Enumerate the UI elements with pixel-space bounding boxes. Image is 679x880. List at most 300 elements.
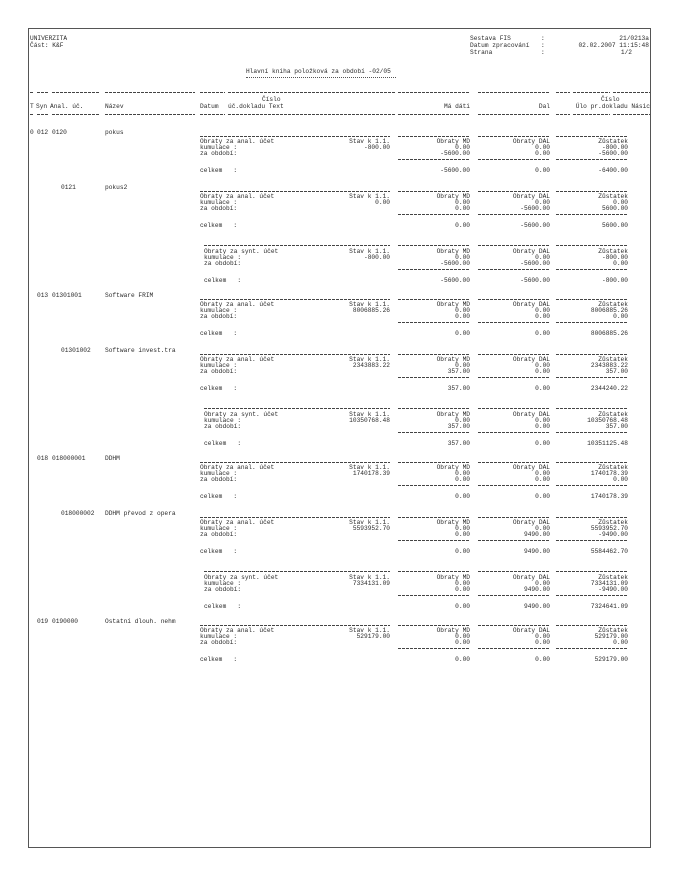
dashed-rule xyxy=(556,354,628,355)
debit-turnover-heading: Obraty MD xyxy=(436,248,470,255)
total-credit-value: 0.00 xyxy=(535,167,550,174)
total-balance-value: 10351125.48 xyxy=(587,440,628,447)
dashed-rule xyxy=(613,114,650,115)
column-type: T xyxy=(30,103,34,110)
period-label: za období: xyxy=(200,313,238,320)
dashed-rule xyxy=(556,595,628,596)
period-label: za období: xyxy=(204,423,242,430)
organization: UNIVERZITA xyxy=(30,35,68,42)
dashed-rule xyxy=(398,92,470,93)
account-name: DDHM xyxy=(105,455,120,462)
column-number-right: Číslo xyxy=(601,96,620,103)
total-debit-value: 0.00 xyxy=(455,330,470,337)
dashed-rule xyxy=(398,136,470,137)
column-document-text: úč.dokladu Text xyxy=(228,103,284,110)
turnover-label: Obraty za anal. účet xyxy=(200,519,275,526)
total-label: celkem : xyxy=(200,167,238,174)
column-number-left: Číslo xyxy=(262,96,281,103)
cumulative-opening-value: 7334131.09 xyxy=(352,580,390,587)
balance-heading: Zůstatek xyxy=(598,627,628,634)
synthetic-account: 018 xyxy=(37,455,49,462)
dashed-rule xyxy=(556,269,628,270)
dashed-rule xyxy=(200,625,390,626)
total-label: celkem : xyxy=(204,277,242,284)
cumulative-balance-value: -800.00 xyxy=(602,144,628,151)
period-balance-value: 0.00 xyxy=(613,476,628,483)
dashed-rule xyxy=(478,322,550,323)
period-label: za období: xyxy=(200,150,238,157)
dashed-rule xyxy=(478,485,550,486)
dashed-rule xyxy=(556,625,628,626)
dashed-rule xyxy=(478,595,550,596)
dashed-rule xyxy=(398,517,470,518)
opening-balance-heading: Stav k 1.1. xyxy=(349,574,390,581)
period-credit-value: 0.00 xyxy=(535,313,550,320)
cumulative-debit-value: 0.00 xyxy=(455,307,470,314)
period-label: za období: xyxy=(200,476,238,483)
debit-turnover-heading: Obraty MD xyxy=(436,411,470,418)
cumulative-opening-value: 0.00 xyxy=(375,199,390,206)
opening-balance-heading: Stav k 1.1. xyxy=(349,138,390,145)
credit-turnover-heading: Obraty DAL xyxy=(512,464,550,471)
balance-heading: Zůstatek xyxy=(598,248,628,255)
opening-balance-heading: Stav k 1.1. xyxy=(349,356,390,363)
dashed-rule xyxy=(200,299,390,300)
analytic-account: 0190000 xyxy=(52,618,78,625)
cumulative-balance-value: 529179.00 xyxy=(594,633,628,640)
dashed-rule xyxy=(478,159,550,160)
credit-turnover-heading: Obraty DAL xyxy=(512,301,550,308)
total-balance-value: 1740178.39 xyxy=(590,493,628,500)
cumulative-credit-value: 0.00 xyxy=(535,362,550,369)
turnover-label: Obraty za synt. účet xyxy=(204,574,279,581)
total-debit-value: 0.00 xyxy=(455,222,470,229)
dashed-rule xyxy=(398,485,470,486)
cumulative-opening-value: 529179.00 xyxy=(356,633,390,640)
balance-heading: Zůstatek xyxy=(598,193,628,200)
dashed-rule xyxy=(200,92,225,93)
period-balance-value: -5600.00 xyxy=(598,150,628,157)
turnover-label: Obraty za anal. účet xyxy=(200,138,275,145)
credit-turnover-heading: Obraty DAL xyxy=(512,627,550,634)
cumulative-label: kumulace : xyxy=(200,470,238,477)
period-label: za období: xyxy=(200,368,238,375)
cumulative-debit-value: 0.00 xyxy=(455,144,470,151)
total-debit-value: 357.00 xyxy=(447,385,470,392)
dashed-rule xyxy=(478,540,550,541)
total-credit-value: 0.00 xyxy=(535,385,550,392)
dashed-rule xyxy=(37,92,48,93)
period-debit-value: 0.00 xyxy=(455,313,470,320)
column-credit: Dal xyxy=(538,103,550,110)
total-debit-value: 0.00 xyxy=(455,603,470,610)
account-name: DDHM převod z opera xyxy=(105,510,176,517)
cumulative-label: kumulace : xyxy=(204,417,242,424)
dashed-rule xyxy=(200,114,225,115)
dashed-rule xyxy=(105,92,195,93)
cumulative-balance-value: 5593952.70 xyxy=(590,525,628,532)
cumulative-balance-value: 10350768.48 xyxy=(587,417,628,424)
report-value: 21/0213a xyxy=(619,35,649,42)
credit-turnover-heading: Obraty DAL xyxy=(512,193,550,200)
dashed-rule xyxy=(398,408,470,409)
dashed-rule xyxy=(228,114,395,115)
dashed-rule xyxy=(200,191,390,192)
analytic-account: 0120 xyxy=(52,129,67,136)
period-debit-value: 357.00 xyxy=(447,368,470,375)
total-balance-value: 5584462.70 xyxy=(590,548,628,555)
dashed-rule xyxy=(556,408,628,409)
column-document-number: Úlo pr.dokladu Násic xyxy=(575,103,650,110)
page-separator: : xyxy=(541,49,545,56)
cumulative-opening-value: -800.00 xyxy=(364,144,390,151)
cumulative-label: kumulace : xyxy=(200,199,238,206)
dashed-rule xyxy=(556,159,628,160)
cumulative-label: kumulace : xyxy=(200,144,238,151)
cumulative-debit-value: 0.00 xyxy=(455,417,470,424)
account-name: Ostatní dlouh. nehm xyxy=(105,618,176,625)
period-credit-value: 9490.00 xyxy=(524,531,550,538)
total-debit-value: -5600.00 xyxy=(440,167,470,174)
cumulative-opening-value: -800.00 xyxy=(364,254,390,261)
period-debit-value: 0.00 xyxy=(455,476,470,483)
period-credit-value: 0.00 xyxy=(535,639,550,646)
cumulative-label: kumulace : xyxy=(200,525,238,532)
cumulative-credit-value: 0.00 xyxy=(535,470,550,477)
cumulative-debit-value: 0.00 xyxy=(455,580,470,587)
period-credit-value: 0.00 xyxy=(535,368,550,375)
dashed-rule xyxy=(556,432,628,433)
report-separator: : xyxy=(541,35,545,42)
period-label: za období: xyxy=(200,205,238,212)
dashed-rule xyxy=(398,245,470,246)
cumulative-opening-value: 1740178.39 xyxy=(352,470,390,477)
dashed-rule xyxy=(556,540,628,541)
balance-heading: Zůstatek xyxy=(598,356,628,363)
page-number: 1/2 xyxy=(620,49,632,56)
credit-turnover-heading: Obraty DAL xyxy=(512,519,550,526)
cumulative-balance-value: 0.00 xyxy=(613,199,628,206)
cumulative-label: kumulace : xyxy=(204,580,242,587)
dashed-rule xyxy=(556,517,628,518)
total-balance-value: 2344240.22 xyxy=(590,385,628,392)
total-debit-value: 0.00 xyxy=(455,493,470,500)
cumulative-credit-value: 0.00 xyxy=(535,307,550,314)
dashed-rule xyxy=(556,462,628,463)
cumulative-debit-value: 0.00 xyxy=(455,470,470,477)
cumulative-debit-value: 0.00 xyxy=(455,199,470,206)
dashed-rule xyxy=(398,322,470,323)
analytic-account: 018000002 xyxy=(61,510,95,517)
period-credit-value: 0.00 xyxy=(535,150,550,157)
credit-turnover-heading: Obraty DAL xyxy=(512,248,550,255)
balance-heading: Zůstatek xyxy=(598,519,628,526)
balance-heading: Zůstatek xyxy=(598,138,628,145)
dashed-rule xyxy=(200,354,390,355)
dashed-rule xyxy=(398,432,470,433)
cumulative-debit-value: 0.00 xyxy=(455,633,470,640)
synthetic-account: 012 xyxy=(37,129,49,136)
cumulative-balance-value: 8006885.26 xyxy=(590,307,628,314)
cumulative-credit-value: 0.00 xyxy=(535,199,550,206)
dashed-rule xyxy=(556,485,628,486)
processed-value: 02.02.2007 11:15:48 xyxy=(578,42,649,49)
organization-part: Část: K&F xyxy=(30,42,64,49)
dashed-rule xyxy=(556,114,570,115)
dashed-rule xyxy=(478,408,550,409)
column-date: Datum xyxy=(200,103,219,110)
dashed-rule xyxy=(478,245,550,246)
dashed-rule xyxy=(573,92,610,93)
dashed-rule xyxy=(398,114,470,115)
turnover-label: Obraty za anal. účet xyxy=(200,301,275,308)
dashed-rule xyxy=(556,377,628,378)
dashed-rule xyxy=(398,159,470,160)
period-credit-value: 0.00 xyxy=(535,423,550,430)
synthetic-account: 013 xyxy=(37,292,49,299)
period-balance-value: 5600.00 xyxy=(602,205,628,212)
dashed-rule xyxy=(478,214,550,215)
total-label: celkem : xyxy=(200,548,238,555)
dashed-rule xyxy=(556,136,628,137)
dashed-rule xyxy=(478,517,550,518)
turnover-label: Obraty za anal. účet xyxy=(200,464,275,471)
dashed-rule xyxy=(398,269,470,270)
dashed-rule xyxy=(478,625,550,626)
page-frame xyxy=(28,28,651,848)
cumulative-opening-value: 5593952.70 xyxy=(352,525,390,532)
period-credit-value: -5600.00 xyxy=(520,205,550,212)
total-label: celkem : xyxy=(204,603,242,610)
dashed-rule xyxy=(398,571,470,572)
dashed-rule xyxy=(556,571,628,572)
cumulative-balance-value: 1740178.39 xyxy=(590,470,628,477)
dashed-rule xyxy=(200,517,390,518)
total-label: celkem : xyxy=(200,385,238,392)
debit-turnover-heading: Obraty MD xyxy=(436,464,470,471)
cumulative-balance-value: 7334131.09 xyxy=(590,580,628,587)
dashed-rule xyxy=(556,92,570,93)
processed-separator: : xyxy=(541,42,545,49)
account-name: pokus2 xyxy=(105,184,128,191)
total-balance-value: -6400.00 xyxy=(598,167,628,174)
total-label: celkem : xyxy=(200,330,238,337)
dashed-rule xyxy=(613,92,650,93)
dashed-rule xyxy=(556,245,628,246)
period-debit-value: 0.00 xyxy=(455,586,470,593)
dashed-rule xyxy=(478,269,550,270)
turnover-label: Obraty za synt. účet xyxy=(204,411,279,418)
total-label: celkem : xyxy=(200,222,238,229)
analytic-account: 01301002 xyxy=(61,347,91,354)
debit-turnover-heading: Obraty MD xyxy=(436,193,470,200)
period-balance-value: 0.00 xyxy=(613,313,628,320)
cumulative-credit-value: 0.00 xyxy=(535,417,550,424)
cumulative-debit-value: 0.00 xyxy=(455,362,470,369)
total-label: celkem : xyxy=(200,493,238,500)
account-name: pokus xyxy=(105,129,124,136)
page-label: Strana xyxy=(470,49,493,56)
total-credit-value: 0.00 xyxy=(535,493,550,500)
opening-balance-heading: Stav k 1.1. xyxy=(349,519,390,526)
cumulative-opening-value: 2343883.22 xyxy=(352,362,390,369)
account-name: Software invest.tra xyxy=(105,347,176,354)
total-balance-value: 7324641.09 xyxy=(590,603,628,610)
account-type: 0 xyxy=(30,129,34,136)
dashed-rule xyxy=(478,299,550,300)
dashed-rule xyxy=(398,214,470,215)
total-credit-value: 0.00 xyxy=(535,440,550,447)
opening-balance-heading: Stav k 1.1. xyxy=(349,627,390,634)
balance-heading: Zůstatek xyxy=(598,411,628,418)
analytic-account: 0121 xyxy=(61,184,76,191)
period-balance-value: -9490.00 xyxy=(598,586,628,593)
period-label: za období: xyxy=(200,639,238,646)
credit-turnover-heading: Obraty DAL xyxy=(512,138,550,145)
cumulative-credit-value: 0.00 xyxy=(535,254,550,261)
dashed-rule xyxy=(478,571,550,572)
period-balance-value: 0.00 xyxy=(613,639,628,646)
dashed-rule xyxy=(204,571,390,572)
debit-turnover-heading: Obraty MD xyxy=(436,519,470,526)
dashed-rule xyxy=(556,191,628,192)
dashed-rule xyxy=(478,354,550,355)
cumulative-label: kumulace : xyxy=(200,633,238,640)
cumulative-debit-value: 0.00 xyxy=(455,525,470,532)
opening-balance-heading: Stav k 1.1. xyxy=(349,248,390,255)
period-debit-value: -5600.00 xyxy=(440,260,470,267)
period-debit-value: 0.00 xyxy=(455,639,470,646)
dashed-rule xyxy=(200,462,390,463)
period-debit-value: 357.00 xyxy=(447,423,470,430)
debit-turnover-heading: Obraty MD xyxy=(436,627,470,634)
period-credit-value: 0.00 xyxy=(535,476,550,483)
report-label: Sestava FIS xyxy=(470,35,511,42)
dashed-rule xyxy=(478,462,550,463)
cumulative-credit-value: 0.00 xyxy=(535,525,550,532)
period-balance-value: -9490.00 xyxy=(598,531,628,538)
period-label: za období: xyxy=(204,586,242,593)
period-balance-value: 0.00 xyxy=(613,260,628,267)
period-debit-value: -5600.00 xyxy=(440,150,470,157)
report-title: Hlavní kniha položková za období -02/05 xyxy=(246,68,391,75)
dashed-rule xyxy=(478,648,550,649)
synthetic-account: 019 xyxy=(37,618,49,625)
column-debit: Má dáti xyxy=(444,103,470,110)
dashed-rule xyxy=(556,322,628,323)
dashed-rule xyxy=(398,354,470,355)
balance-heading: Zůstatek xyxy=(598,464,628,471)
turnover-label: Obraty za anal. účet xyxy=(200,193,275,200)
total-debit-value: 0.00 xyxy=(455,548,470,555)
total-label: celkem : xyxy=(204,440,242,447)
dashed-rule xyxy=(105,114,195,115)
dashed-rule xyxy=(478,92,550,93)
column-name: Název xyxy=(105,103,124,110)
total-label: celkem : xyxy=(200,656,238,663)
debit-turnover-heading: Obraty MD xyxy=(436,138,470,145)
dashed-rule xyxy=(30,114,34,115)
dashed-rule xyxy=(556,214,628,215)
dashed-rule xyxy=(556,299,628,300)
balance-heading: Zůstatek xyxy=(598,574,628,581)
credit-turnover-heading: Obraty DAL xyxy=(512,411,550,418)
opening-balance-heading: Stav k 1.1. xyxy=(349,301,390,308)
cumulative-balance-value: -800.00 xyxy=(602,254,628,261)
balance-heading: Zůstatek xyxy=(598,301,628,308)
period-label: za období: xyxy=(204,260,242,267)
debit-turnover-heading: Obraty MD xyxy=(436,301,470,308)
total-credit-value: 0.00 xyxy=(535,656,550,663)
cumulative-opening-value: 10350768.48 xyxy=(349,417,390,424)
dashed-rule xyxy=(228,92,395,93)
cumulative-debit-value: 0.00 xyxy=(455,254,470,261)
column-analytic: Anal. úč. xyxy=(50,103,84,110)
dashed-rule xyxy=(200,136,390,137)
dashed-rule xyxy=(478,136,550,137)
dashed-rule xyxy=(37,114,48,115)
processed-label: Datum zpracování xyxy=(470,42,530,49)
dashed-rule xyxy=(30,92,34,93)
debit-turnover-heading: Obraty MD xyxy=(436,574,470,581)
dashed-rule xyxy=(398,595,470,596)
dashed-rule xyxy=(478,114,550,115)
dashed-rule xyxy=(398,191,470,192)
credit-turnover-heading: Obraty DAL xyxy=(512,356,550,363)
total-balance-value: 529179.00 xyxy=(594,656,628,663)
cumulative-credit-value: 0.00 xyxy=(535,633,550,640)
opening-balance-heading: Stav k 1.1. xyxy=(349,411,390,418)
total-balance-value: -800.00 xyxy=(602,277,628,284)
total-credit-value: 0.00 xyxy=(535,330,550,337)
period-debit-value: 0.00 xyxy=(455,531,470,538)
dashed-rule xyxy=(52,114,100,115)
credit-turnover-heading: Obraty DAL xyxy=(512,574,550,581)
total-debit-value: 0.00 xyxy=(455,656,470,663)
cumulative-credit-value: 0.00 xyxy=(535,580,550,587)
period-balance-value: 357.00 xyxy=(605,423,628,430)
cumulative-credit-value: 0.00 xyxy=(535,144,550,151)
dashed-rule xyxy=(398,648,470,649)
column-synthetic: Syn xyxy=(36,103,48,110)
cumulative-label: kumulace : xyxy=(200,362,238,369)
period-debit-value: 0.00 xyxy=(455,205,470,212)
period-balance-value: 357.00 xyxy=(605,368,628,375)
analytic-account: 018000001 xyxy=(52,455,86,462)
dashed-rule xyxy=(204,245,390,246)
total-credit-value: -5600.00 xyxy=(520,277,550,284)
turnover-label: Obraty za anal. účet xyxy=(200,356,275,363)
dashed-rule xyxy=(398,625,470,626)
dashed-rule xyxy=(478,432,550,433)
dashed-rule xyxy=(556,648,628,649)
dashed-rule xyxy=(478,377,550,378)
dashed-rule xyxy=(398,377,470,378)
period-credit-value: 9490.00 xyxy=(524,586,550,593)
dashed-rule xyxy=(573,114,610,115)
dashed-rule xyxy=(52,92,100,93)
debit-turnover-heading: Obraty MD xyxy=(436,356,470,363)
period-label: za období: xyxy=(200,531,238,538)
total-debit-value: -5600.00 xyxy=(440,277,470,284)
period-credit-value: -5600.00 xyxy=(520,260,550,267)
total-balance-value: 5600.00 xyxy=(602,222,628,229)
dashed-rule xyxy=(398,540,470,541)
account-name: Software FRIM xyxy=(105,292,154,299)
opening-balance-heading: Stav k 1.1. xyxy=(349,464,390,471)
total-credit-value: 9490.00 xyxy=(524,548,550,555)
cumulative-label: kumulace : xyxy=(204,254,242,261)
